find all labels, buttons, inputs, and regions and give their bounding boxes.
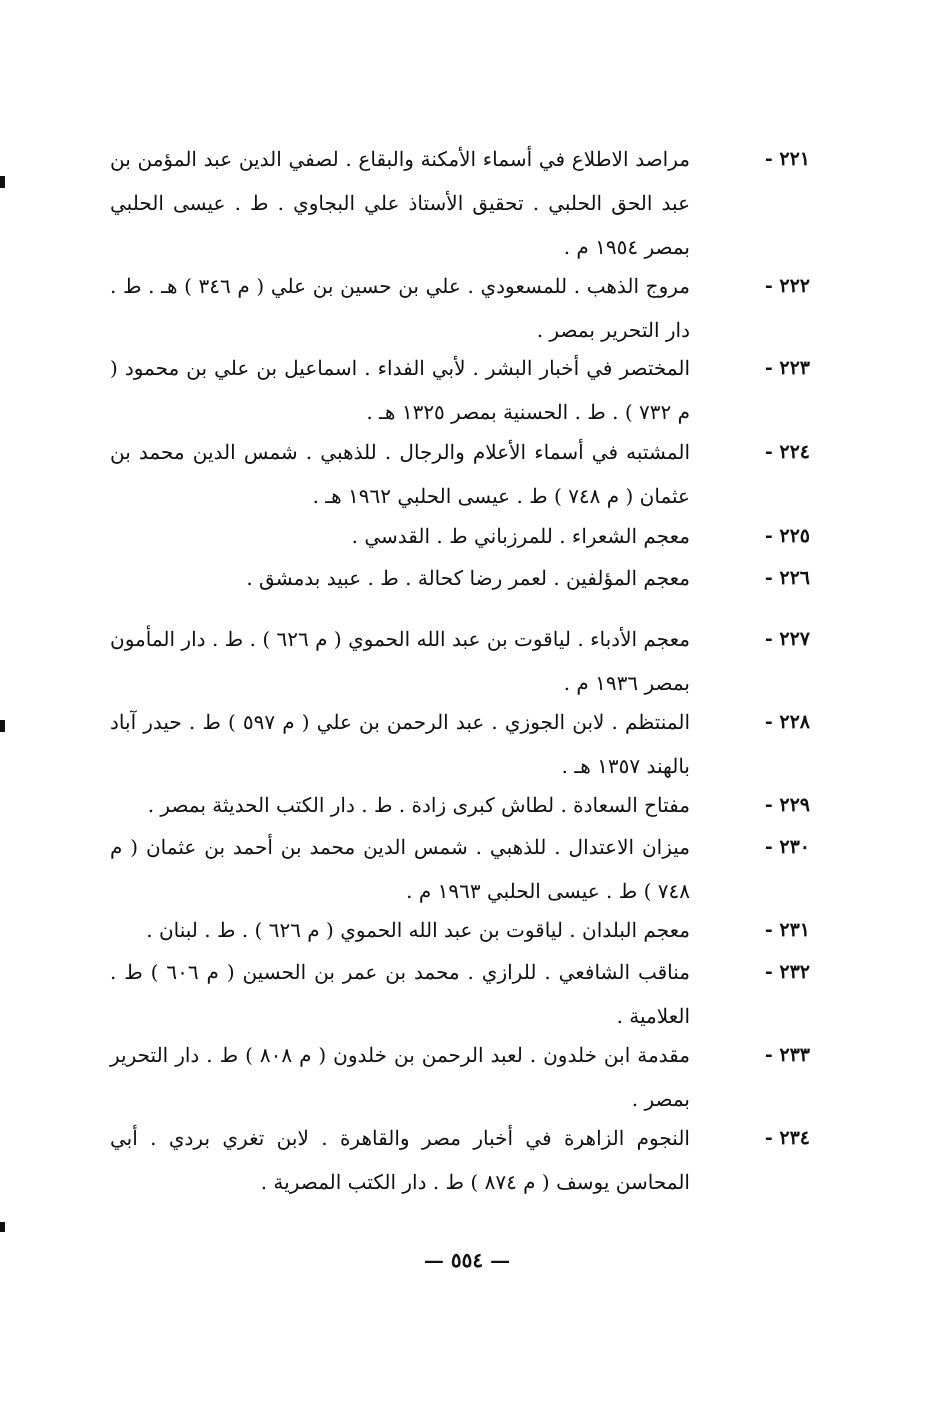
bibliography-entry-232	[110, 950, 810, 1038]
entry-text: مروج الذهب . للمسعودي . علي بن حسين بن علي ( م ٣٤٦ ) هـ . ط . دار التحرير بمصر .	[110, 274, 690, 342]
entry-text: معجم المؤلفين . لعمر رضا كحالة . ط . عبيد بدمشق .	[246, 566, 690, 590]
margin-mark	[0, 1222, 5, 1232]
entry-text: مفتاح السعادة . لطاش كبرى زادة . ط . دار الكتب الحديثة بمصر .	[147, 793, 690, 817]
bibliography-entry-223	[110, 346, 810, 434]
entry-text: مقدمة ابن خلدون . لعبد الرحمن بن خلدون ( م ٨٠٨ ) ط . دار التحرير بمصر .	[110, 1043, 690, 1111]
entry-number: ٢٢١ -	[764, 148, 810, 170]
bibliography-entry-225	[110, 514, 810, 558]
entry-number: ٢٢٣ -	[764, 357, 810, 379]
bibliography-entry-222	[110, 264, 810, 352]
bibliography-entry-234	[110, 1116, 810, 1204]
entry-text: معجم البلدان . لياقوت بن عبد الله الحموي ( م ٦٢٦ ) . ط . لبنان .	[146, 918, 690, 942]
entry-number: ٢٢٢ -	[764, 275, 810, 297]
entry-text: مناقب الشافعي . للرازي . محمد بن عمر بن الحسين ( م ٦٠٦ ) ط . العلامية .	[110, 960, 690, 1028]
entry-number: ٢٣٠ -	[764, 836, 810, 858]
bibliography-entry-228	[110, 700, 810, 788]
bibliography-entry-233	[110, 1033, 810, 1121]
bibliography-entry-229	[110, 783, 810, 827]
entry-number: ٢٢٤ -	[764, 441, 810, 463]
bibliography-entry-224	[110, 430, 810, 518]
entry-text: النجوم الزاهرة في أخبار مصر والقاهرة . لابن تغري بردي . أبي المحاسن يوسف ( م ٨٧٤ ) ط . دار الكتب المصرية .	[110, 1126, 690, 1194]
entry-number: ٢٢٧ -	[764, 628, 810, 650]
entry-number: ٢٣٤ -	[764, 1127, 810, 1149]
entry-text: المنتظم . لابن الجوزي . عبد الرحمن بن علي ( م ٥٩٧ ) ط . حيدر آباد بالهند ١٣٥٧ هـ .	[110, 710, 690, 778]
entry-number: ٢٣١ -	[764, 919, 810, 941]
bibliography-entry-221	[110, 137, 810, 269]
entry-text: مراصد الاطلاع في أسماء الأمكنة والبقاع . لصفي الدين عبد المؤمن بن عبد الحق الحلبي . تحقيق الأستاذ علي البجاوي . ط . عيسى الحلبي بمصر ١٩٥٤ م .	[110, 147, 690, 259]
entry-text: المشتبه في أسماء الأعلام والرجال . للذهبي . شمس الدين محمد بن عثمان ( م ٧٤٨ ) ط . عيسى الحلبي ١٩٦٢ هـ .	[110, 440, 690, 508]
entry-text: المختصر في أخبار البشر . لأبي الفداء . اسماعيل بن علي بن محمود ( م ٧٣٢ ) . ط . الحسنية بمصر ١٣٢٥ هـ .	[110, 356, 690, 424]
bibliography-entry-231	[110, 908, 810, 952]
bibliography-entry-226	[110, 556, 810, 600]
page-number: — ٥٥٤ —	[423, 1248, 511, 1272]
entry-number: ٢٢٨ -	[764, 711, 810, 733]
bibliography-entry-230	[110, 825, 810, 913]
margin-mark	[0, 720, 5, 732]
entry-number: ٢٣٢ -	[764, 961, 810, 983]
entry-text: معجم الأدباء . لياقوت بن عبد الله الحموي ( م ٦٢٦ ) . ط . دار المأمون بمصر ١٩٣٦ م .	[110, 627, 690, 695]
margin-mark	[0, 176, 5, 188]
entry-number: ٢٢٩ -	[764, 794, 810, 816]
entry-number: ٢٢٥ -	[764, 525, 810, 547]
entry-number: ٢٣٣ -	[764, 1044, 810, 1066]
bibliography-entry-227	[110, 617, 810, 705]
entry-text: ميزان الاعتدال . للذهبي . شمس الدين محمد بن أحمد بن عثمان ( م ٧٤٨ ) ط . عيسى الحلبي ١٩٦٣ م .	[110, 835, 690, 903]
entry-text: معجم الشعراء . للمرزباني ط . القدسي .	[351, 524, 690, 548]
entry-number: ٢٢٦ -	[764, 567, 810, 589]
